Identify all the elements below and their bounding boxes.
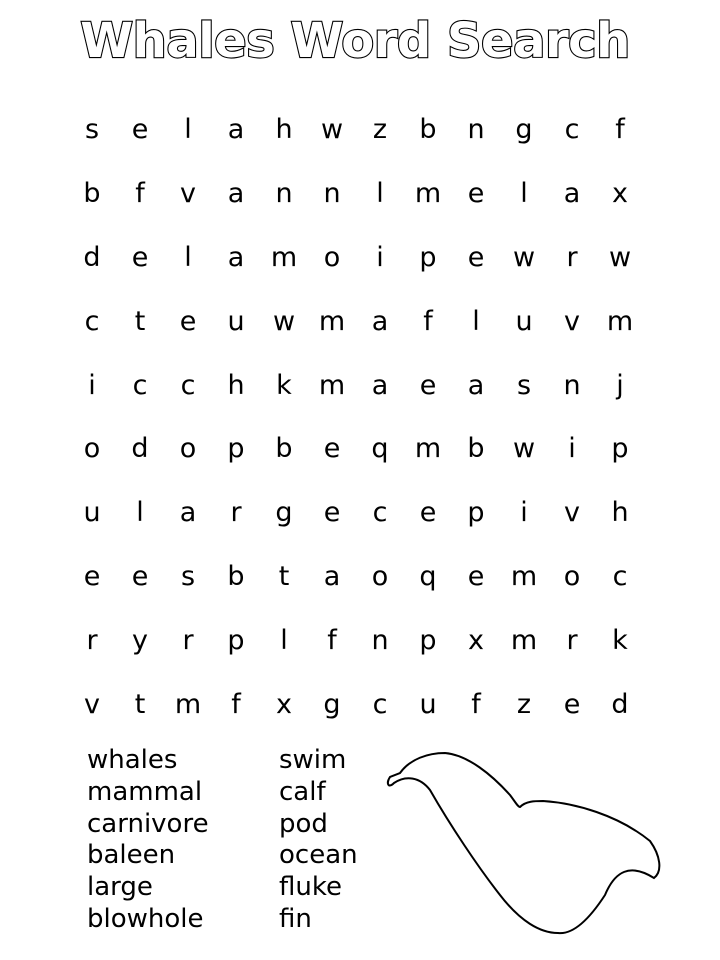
grid-letter: g [323, 688, 341, 720]
grid-letter: b [83, 178, 101, 210]
grid-letter: l [136, 497, 144, 529]
grid-letter: b [419, 114, 437, 146]
word-list-item: carnivore [87, 808, 209, 839]
grid-letter: e [563, 688, 581, 720]
grid-letter: a [467, 369, 485, 401]
grid-letter: a [227, 178, 245, 210]
grid-letter: m [414, 433, 442, 465]
grid-letter: h [275, 114, 293, 146]
grid-letter: h [611, 497, 629, 529]
grid-letter: a [371, 305, 389, 337]
grid-letter: i [88, 369, 96, 401]
grid-letter: k [276, 369, 292, 401]
grid-letter: d [83, 241, 101, 273]
word-list-item: ocean [279, 840, 358, 871]
grid-letter: m [318, 305, 346, 337]
grid-letter: b [467, 433, 485, 465]
grid-letter: p [611, 433, 629, 465]
grid-letter: w [608, 241, 632, 273]
grid-letter: a [227, 241, 245, 273]
grid-letter: r [566, 624, 578, 656]
grid-letter: v [564, 497, 580, 529]
word-list-item: large [87, 872, 153, 903]
grid-letter: f [135, 178, 145, 210]
grid-letter: j [616, 369, 624, 401]
grid-letter: e [179, 305, 197, 337]
grid-letter: e [131, 241, 149, 273]
grid-letter: e [323, 497, 341, 529]
grid-letter: e [467, 560, 485, 592]
grid-letter: f [231, 688, 241, 720]
whale-fluke-icon [380, 745, 670, 940]
grid-letter: n [323, 178, 341, 210]
grid-letter: o [371, 560, 389, 592]
grid-letter: l [184, 241, 192, 273]
grid-letter: o [323, 241, 341, 273]
word-list-right [279, 745, 358, 936]
word-list-item: swim [279, 745, 347, 775]
grid-letter: o [179, 433, 197, 465]
grid-letter: u [419, 688, 437, 720]
grid-letter: c [372, 497, 388, 529]
grid-letter: a [323, 560, 341, 592]
grid-letter: h [227, 369, 245, 401]
grid-letter: l [184, 114, 192, 146]
grid-letter: e [83, 560, 101, 592]
grid-letter: k [612, 624, 628, 656]
grid-letter: f [423, 305, 433, 337]
grid-letter: a [179, 497, 197, 529]
grid-letter: a [371, 369, 389, 401]
grid-letter: t [134, 305, 146, 337]
grid-letter: r [182, 624, 194, 656]
grid-letter: a [227, 114, 245, 146]
grid-letter: m [510, 624, 538, 656]
word-list-item: baleen [87, 840, 176, 871]
grid-letter: t [134, 688, 146, 720]
grid-letter: d [131, 433, 149, 465]
grid-letter: r [86, 624, 98, 656]
grid-letter: n [275, 178, 293, 210]
grid-letter: g [515, 114, 533, 146]
letter-grid [68, 98, 644, 736]
grid-letter: w [320, 114, 344, 146]
grid-letter: p [467, 497, 485, 529]
grid-letter: g [275, 497, 293, 529]
grid-letter: n [467, 114, 485, 146]
grid-letter: e [419, 369, 437, 401]
grid-letter: i [376, 241, 384, 273]
grid-letter: b [275, 433, 293, 465]
grid-letter: u [515, 305, 533, 337]
grid-letter: s [84, 114, 100, 146]
grid-letter: e [467, 241, 485, 273]
word-list-item: blowhole [87, 903, 204, 934]
grid-letter: m [414, 178, 442, 210]
word-list-item: whales [87, 745, 178, 775]
grid-letter: r [566, 241, 578, 273]
grid-letter: i [520, 497, 528, 529]
grid-letter: q [419, 560, 437, 592]
page-title-text: Whales Word Search [80, 13, 630, 69]
grid-letter: w [512, 433, 536, 465]
grid-letter: m [270, 241, 298, 273]
grid-letter: n [563, 369, 581, 401]
grid-letter: l [472, 305, 480, 337]
page-title [0, 0, 720, 80]
grid-letter: z [372, 114, 388, 146]
grid-letter: f [615, 114, 625, 146]
grid-letter: l [280, 624, 288, 656]
grid-letter: d [611, 688, 629, 720]
grid-letter: i [568, 433, 576, 465]
word-list-item: mammal [87, 776, 203, 807]
grid-letter: m [510, 560, 538, 592]
grid-letter: y [132, 624, 148, 656]
grid-letter: e [131, 560, 149, 592]
grid-letter: l [520, 178, 528, 210]
grid-letter: w [272, 305, 296, 337]
grid-letter: p [227, 433, 245, 465]
grid-letter: a [563, 178, 581, 210]
grid-letter: e [467, 178, 485, 210]
grid-letter: s [516, 369, 532, 401]
grid-letter: e [323, 433, 341, 465]
grid-letter: f [471, 688, 481, 720]
word-list-item: fluke [279, 872, 342, 903]
grid-letter: z [516, 688, 532, 720]
word-list-item: pod [279, 808, 328, 839]
grid-letter: q [371, 433, 389, 465]
grid-letter: c [612, 560, 628, 592]
grid-letter: m [606, 305, 634, 337]
grid-letter: s [180, 560, 196, 592]
grid-letter: c [372, 688, 388, 720]
grid-letter: m [174, 688, 202, 720]
grid-letter: u [83, 497, 101, 529]
word-list-item: calf [279, 776, 326, 807]
grid-letter: c [84, 305, 100, 337]
grid-letter: o [563, 560, 581, 592]
grid-letter: c [132, 369, 148, 401]
grid-letter: p [419, 241, 437, 273]
grid-letter: u [227, 305, 245, 337]
grid-letter: c [564, 114, 580, 146]
grid-letter: v [564, 305, 580, 337]
grid-letter: f [327, 624, 337, 656]
word-list-item: fin [279, 903, 312, 934]
whale-fluke-outline [388, 753, 659, 933]
grid-letter: o [83, 433, 101, 465]
grid-letter: w [512, 241, 536, 273]
grid-letter: n [371, 624, 389, 656]
grid-letter: x [612, 178, 628, 210]
grid-letter: p [227, 624, 245, 656]
grid-letter: b [227, 560, 245, 592]
grid-letter: e [419, 497, 437, 529]
grid-letter: c [180, 369, 196, 401]
grid-letter: x [468, 624, 484, 656]
word-list-left [87, 745, 209, 936]
grid-letter: r [230, 497, 242, 529]
grid-letter: m [318, 369, 346, 401]
grid-letter: v [180, 178, 196, 210]
grid-letter: t [278, 560, 290, 592]
grid-letter: v [84, 688, 100, 720]
grid-letter: e [131, 114, 149, 146]
grid-letter: l [376, 178, 384, 210]
grid-letter: x [276, 688, 292, 720]
grid-letter: p [419, 624, 437, 656]
